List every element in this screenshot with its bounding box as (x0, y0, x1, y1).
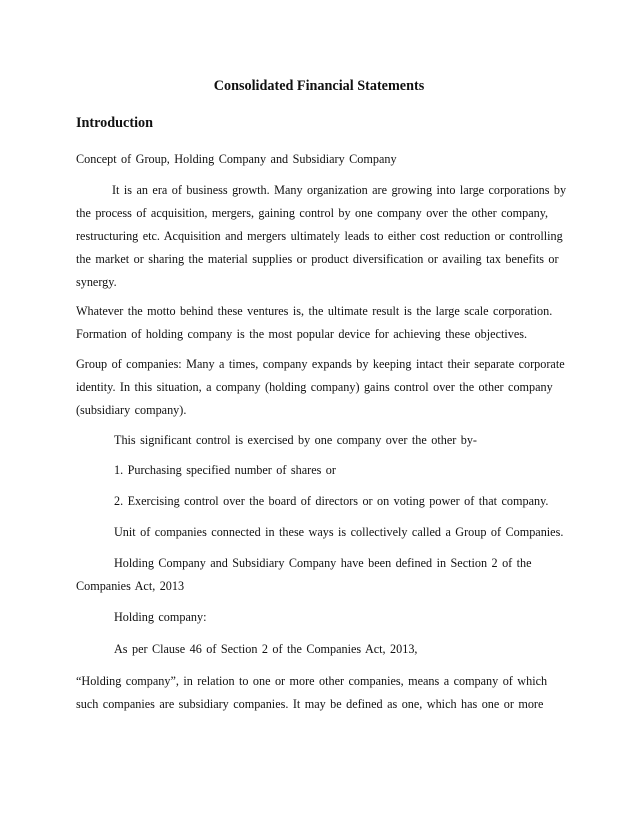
paragraph-line: Whatever the motto behind these ventures is, the ultimate result is the large scale corporation. (76, 304, 553, 318)
paragraph-line: Holding Company and Subsidiary Company have been defined in Section 2 of the (114, 556, 532, 570)
paragraph-line: synergy. (76, 275, 117, 289)
paragraph-line: restructuring etc. Acquisition and mergers ultimately leads to either cost reduction or controlling (76, 229, 563, 243)
paragraph-line: the market or sharing the material supplies or product diversification or availing tax benefits or (76, 252, 559, 266)
paragraph-line: such companies are subsidiary companies. It may be defined as one, which has one or more (76, 697, 544, 711)
section-heading: Introduction (76, 115, 153, 131)
paragraph-line: Formation of holding company is the most popular device for achieving these objectives. (76, 327, 528, 341)
paragraph-line: (subsidiary company). (76, 403, 187, 417)
paragraph-line: Holding company: (114, 610, 207, 624)
paragraph-line: Companies Act, 2013 (76, 579, 185, 593)
paragraph-line: “Holding company”, in relation to one or more other companies, means a company of which (76, 674, 548, 688)
list-item: 1. Purchasing specified number of shares or (114, 463, 336, 477)
subheading: Concept of Group, Holding Company and Subsidiary Company (76, 152, 397, 166)
paragraph-line: Unit of companies connected in these ways is collectively called a Group of Companies. (114, 525, 564, 539)
paragraph-line: the process of acquisition, mergers, gaining control by one company over the other company, (76, 206, 549, 220)
document-title: Consolidated Financial Statements (213, 78, 425, 94)
paragraph-line: It is an era of business growth. Many organization are growing into large corporations by (112, 183, 567, 197)
paragraph-line: As per Clause 46 of Section 2 of the Companies Act, 2013, (114, 642, 418, 656)
paragraph-line: This significant control is exercised by one company over the other by- (114, 433, 477, 447)
paragraph-line: Group of companies: Many a times, company expands by keeping intact their separate corporate (76, 357, 565, 371)
list-item: 2. Exercising control over the board of directors or on voting power of that company. (114, 494, 549, 508)
paragraph-line: identity. In this situation, a company (holding company) gains control over the other company (76, 380, 553, 394)
